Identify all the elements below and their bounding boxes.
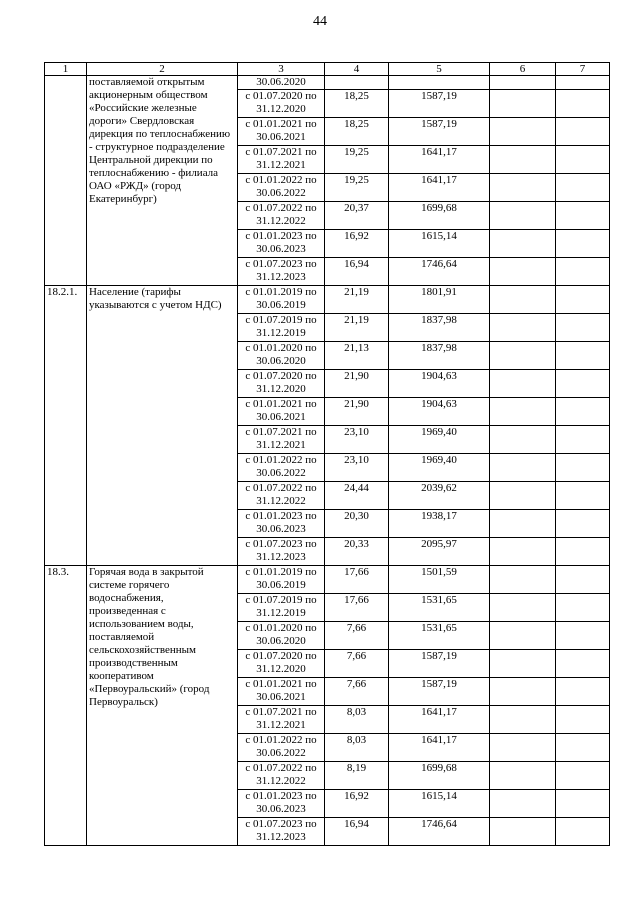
value-col-7 [556, 762, 610, 790]
value-col-7 [556, 678, 610, 706]
header-col-2: 2 [87, 63, 238, 76]
period-cell: с 01.01.2020 по 30.06.2020 [238, 622, 325, 650]
value-col-4: 8,03 [325, 706, 389, 734]
value-col-7 [556, 202, 610, 230]
value-col-5: 1904,63 [389, 370, 490, 398]
value-col-6 [490, 76, 556, 90]
period-cell: с 01.01.2022 по 30.06.2022 [238, 174, 325, 202]
period-cell: с 01.01.2021 по 30.06.2021 [238, 678, 325, 706]
value-col-5: 1615,14 [389, 790, 490, 818]
value-col-5: 2095,97 [389, 538, 490, 566]
value-col-7 [556, 482, 610, 510]
value-col-5: 1587,19 [389, 678, 490, 706]
value-col-6 [490, 622, 556, 650]
value-col-6 [490, 678, 556, 706]
period-cell: с 01.07.2022 по 31.12.2022 [238, 762, 325, 790]
value-col-6 [490, 594, 556, 622]
value-col-5 [389, 76, 490, 90]
value-col-6 [490, 426, 556, 454]
value-col-4: 17,66 [325, 594, 389, 622]
value-col-4: 20,37 [325, 202, 389, 230]
period-cell: с 01.01.2019 по 30.06.2019 [238, 566, 325, 594]
value-col-4: 8,19 [325, 762, 389, 790]
value-col-6 [490, 398, 556, 426]
period-cell: с 01.01.2020 по 30.06.2020 [238, 342, 325, 370]
value-col-7 [556, 538, 610, 566]
header-row [45, 63, 610, 76]
value-col-6 [490, 230, 556, 258]
value-col-4: 16,92 [325, 230, 389, 258]
period-cell: с 01.07.2019 по 31.12.2019 [238, 594, 325, 622]
value-col-6 [490, 566, 556, 594]
value-col-5: 1969,40 [389, 426, 490, 454]
value-col-5: 1587,19 [389, 650, 490, 678]
value-col-5: 1587,19 [389, 118, 490, 146]
value-col-4: 8,03 [325, 734, 389, 762]
value-col-4: 21,19 [325, 314, 389, 342]
value-col-7 [556, 118, 610, 146]
header-col-1: 1 [45, 63, 87, 76]
value-col-7 [556, 454, 610, 482]
value-col-4: 20,30 [325, 510, 389, 538]
value-col-4: 16,94 [325, 258, 389, 286]
value-col-7 [556, 286, 610, 314]
value-col-7 [556, 76, 610, 90]
value-col-4: 21,13 [325, 342, 389, 370]
value-col-7 [556, 650, 610, 678]
period-cell: с 01.07.2020 по 31.12.2020 [238, 370, 325, 398]
period-cell: с 01.07.2021 по 31.12.2021 [238, 706, 325, 734]
value-col-4: 21,90 [325, 398, 389, 426]
value-col-7 [556, 622, 610, 650]
header-col-7: 7 [556, 63, 610, 76]
value-col-4: 23,10 [325, 454, 389, 482]
value-col-4: 21,19 [325, 286, 389, 314]
value-col-5: 1641,17 [389, 706, 490, 734]
value-col-7 [556, 790, 610, 818]
value-col-5: 1699,68 [389, 202, 490, 230]
value-col-4: 19,25 [325, 174, 389, 202]
value-col-5: 1531,65 [389, 622, 490, 650]
value-col-6 [490, 818, 556, 846]
tariff-table [44, 62, 610, 846]
value-col-6 [490, 202, 556, 230]
item-number: 18.2.1. [45, 286, 87, 566]
item-number: 18.3. [45, 566, 87, 846]
value-col-5: 1801,91 [389, 286, 490, 314]
value-col-6 [490, 734, 556, 762]
value-col-5: 1641,17 [389, 734, 490, 762]
table-row [45, 76, 610, 90]
value-col-4: 20,33 [325, 538, 389, 566]
period-cell: с 01.07.2023 по 31.12.2023 [238, 258, 325, 286]
period-cell: с 01.07.2021 по 31.12.2021 [238, 146, 325, 174]
value-col-6 [490, 146, 556, 174]
value-col-6 [490, 258, 556, 286]
value-col-7 [556, 510, 610, 538]
value-col-5: 1641,17 [389, 146, 490, 174]
period-cell: с 01.01.2023 по 30.06.2023 [238, 510, 325, 538]
value-col-6 [490, 314, 556, 342]
period-cell: с 01.07.2020 по 31.12.2020 [238, 650, 325, 678]
period-cell: с 01.07.2020 по 31.12.2020 [238, 90, 325, 118]
value-col-6 [490, 370, 556, 398]
value-col-5: 1904,63 [389, 398, 490, 426]
value-col-4: 18,25 [325, 118, 389, 146]
period-cell: с 01.01.2023 по 30.06.2023 [238, 790, 325, 818]
value-col-6 [490, 650, 556, 678]
header-col-6: 6 [490, 63, 556, 76]
period-cell: с 01.07.2022 по 31.12.2022 [238, 482, 325, 510]
item-name: Горячая вода в закрытой системе горячего водоснабжения, произведенная с использованием воды, поставляемой сельскохозяйственным производственным кооперативом «Первоуральский» (город Первоуральск) [87, 566, 238, 846]
value-col-6 [490, 342, 556, 370]
value-col-7 [556, 314, 610, 342]
value-col-7 [556, 398, 610, 426]
value-col-5: 1837,98 [389, 342, 490, 370]
period-cell: с 01.07.2021 по 31.12.2021 [238, 426, 325, 454]
value-col-5: 1837,98 [389, 314, 490, 342]
value-col-7 [556, 706, 610, 734]
value-col-6 [490, 90, 556, 118]
value-col-7 [556, 734, 610, 762]
value-col-6 [490, 790, 556, 818]
table-body [45, 76, 610, 846]
header-col-3: 3 [238, 63, 325, 76]
value-col-4: 23,10 [325, 426, 389, 454]
value-col-7 [556, 258, 610, 286]
value-col-5: 1587,19 [389, 90, 490, 118]
value-col-6 [490, 510, 556, 538]
value-col-5: 1641,17 [389, 174, 490, 202]
header-col-4: 4 [325, 63, 389, 76]
value-col-4: 7,66 [325, 678, 389, 706]
value-col-7 [556, 342, 610, 370]
period-cell: 30.06.2020 [238, 76, 325, 90]
value-col-4: 18,25 [325, 90, 389, 118]
value-col-5: 1531,65 [389, 594, 490, 622]
period-cell: с 01.01.2022 по 30.06.2022 [238, 734, 325, 762]
value-col-4: 21,90 [325, 370, 389, 398]
value-col-6 [490, 174, 556, 202]
table-row [45, 286, 610, 314]
value-col-4: 7,66 [325, 622, 389, 650]
value-col-6 [490, 762, 556, 790]
value-col-6 [490, 538, 556, 566]
value-col-4: 19,25 [325, 146, 389, 174]
page-number: 44 [313, 14, 327, 29]
value-col-7 [556, 90, 610, 118]
period-cell: с 01.01.2021 по 30.06.2021 [238, 118, 325, 146]
value-col-7 [556, 594, 610, 622]
value-col-6 [490, 286, 556, 314]
value-col-6 [490, 454, 556, 482]
value-col-5: 1746,64 [389, 258, 490, 286]
value-col-5: 1938,17 [389, 510, 490, 538]
period-cell: с 01.07.2023 по 31.12.2023 [238, 538, 325, 566]
value-col-7 [556, 566, 610, 594]
item-name: поставляемой открытым акционерным обществом «Российские железные дороги» Свердловская дирекция по теплоснабжению - структурное подразделение Центральной дирекции по теплоснабжению - филиала ОАО «РЖД» (город Екатеринбург) [87, 76, 238, 286]
value-col-6 [490, 118, 556, 146]
value-col-6 [490, 482, 556, 510]
period-cell: с 01.01.2022 по 30.06.2022 [238, 454, 325, 482]
value-col-7 [556, 370, 610, 398]
item-name: Население (тарифы указываются с учетом НДС) [87, 286, 238, 566]
period-cell: с 01.01.2021 по 30.06.2021 [238, 398, 325, 426]
value-col-5: 1615,14 [389, 230, 490, 258]
value-col-4: 7,66 [325, 650, 389, 678]
value-col-4: 17,66 [325, 566, 389, 594]
header-col-5: 5 [389, 63, 490, 76]
value-col-5: 1746,64 [389, 818, 490, 846]
period-cell: с 01.07.2022 по 31.12.2022 [238, 202, 325, 230]
value-col-7 [556, 426, 610, 454]
value-col-5: 1699,68 [389, 762, 490, 790]
value-col-4: 24,44 [325, 482, 389, 510]
value-col-7 [556, 818, 610, 846]
period-cell: с 01.07.2019 по 31.12.2019 [238, 314, 325, 342]
value-col-6 [490, 706, 556, 734]
value-col-7 [556, 146, 610, 174]
value-col-7 [556, 230, 610, 258]
value-col-5: 1501,59 [389, 566, 490, 594]
value-col-4 [325, 76, 389, 90]
value-col-4: 16,94 [325, 818, 389, 846]
period-cell: с 01.01.2023 по 30.06.2023 [238, 230, 325, 258]
value-col-7 [556, 174, 610, 202]
item-number [45, 76, 87, 286]
value-col-4: 16,92 [325, 790, 389, 818]
table-row [45, 566, 610, 594]
value-col-5: 1969,40 [389, 454, 490, 482]
period-cell: с 01.07.2023 по 31.12.2023 [238, 818, 325, 846]
period-cell: с 01.01.2019 по 30.06.2019 [238, 286, 325, 314]
value-col-5: 2039,62 [389, 482, 490, 510]
